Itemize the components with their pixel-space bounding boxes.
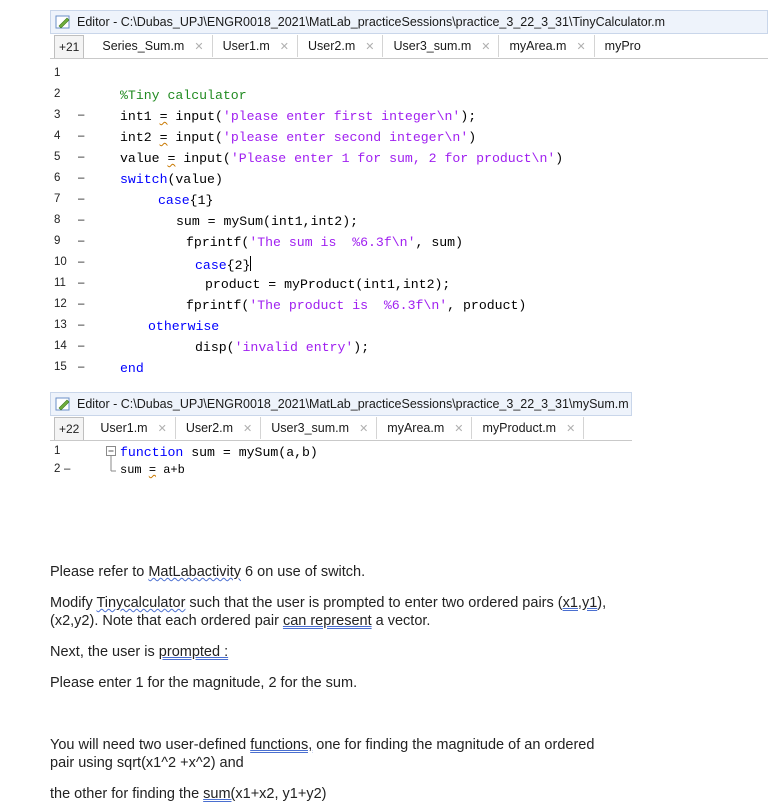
breakpoint-marker[interactable]: –: [78, 214, 85, 226]
breakpoint-marker[interactable]: –: [78, 340, 85, 352]
close-icon[interactable]: ✕: [481, 40, 491, 53]
paragraph-refer: Please refer to MatLabactivity 6 on use of switch.: [50, 564, 366, 580]
breakpoint-marker[interactable]: –: [78, 172, 85, 184]
line-number: 3: [54, 109, 61, 121]
breakpoint-marker[interactable]: –: [78, 151, 85, 163]
assignment-text: [50, 0, 750, 805]
breakpoint-marker[interactable]: –: [78, 298, 85, 310]
line-number: 5: [54, 151, 61, 163]
code-line-1: function sum = mySum(a,b): [120, 445, 318, 460]
code-line-14: disp('invalid entry');: [195, 340, 370, 355]
tab-user2[interactable]: User2.m ✕: [176, 417, 261, 439]
code-line-11: product = myProduct(int1,int2);: [205, 277, 451, 292]
close-icon[interactable]: ✕: [576, 40, 586, 53]
breakpoint-marker[interactable]: –: [78, 361, 85, 373]
line-number: 10: [54, 256, 67, 268]
code-line-2: %Tiny calculator: [120, 88, 247, 103]
paragraph-functions: You will need two user-defined functions, one for finding the magnitude of an ordered: [50, 737, 595, 753]
line-number: 4: [54, 130, 61, 142]
tab-overflow-count[interactable]: +22: [54, 417, 84, 440]
paragraph-functions-line2: pair using sqrt(x1^2 +x^2) and: [50, 755, 244, 771]
tab-overflow-count[interactable]: +21: [54, 35, 84, 58]
editor-title: Editor - C:\Dubas_UPJ\ENGR0018_2021\MatLab_practiceSessions\practice_3_22_3_31\TinyCalculator.m: [77, 15, 666, 29]
line-number: 6: [54, 172, 61, 184]
breakpoint-marker[interactable]: –: [78, 109, 85, 121]
line-number: 9: [54, 235, 61, 247]
line-number: 1: [54, 445, 61, 457]
paragraph-prompt: Please enter 1 for the magnitude, 2 for the sum.: [50, 675, 358, 691]
code-line-7: case{1}: [158, 193, 214, 208]
paragraph-sum: the other for finding the sum(x1+x2, y1+y2): [50, 786, 327, 802]
line-number: 2: [54, 463, 61, 475]
close-icon[interactable]: ✕: [243, 422, 253, 435]
paragraph-next: Next, the user is prompted :: [50, 644, 229, 660]
tab-user2[interactable]: User2.m ✕: [298, 35, 383, 57]
line-number: 11: [54, 277, 66, 289]
code-line-8: sum = mySum(int1,int2);: [176, 214, 359, 229]
close-icon[interactable]: ✕: [566, 422, 576, 435]
code-line-2: sum = a+b: [120, 463, 185, 477]
code-line-12: fprintf('The product is %6.3f\n', product): [186, 298, 527, 313]
breakpoint-marker[interactable]: –: [78, 319, 85, 331]
tab-user1[interactable]: User1.m ✕: [213, 35, 298, 57]
code-line-5: value = input('Please enter 1 for sum, 2 for product\n'): [120, 151, 564, 166]
close-icon[interactable]: ✕: [365, 40, 375, 53]
tab-user3-sum[interactable]: User3_sum.m ✕: [261, 417, 377, 439]
code-line-10: case{2}: [195, 258, 251, 273]
code-line-15: end: [120, 361, 144, 376]
tab-myproduct[interactable]: myProduct.m ✕: [472, 417, 584, 439]
line-number: 14: [54, 340, 67, 352]
code-line-13: otherwise: [148, 319, 220, 334]
code-line-4: int2 = input('please enter second integer\n'): [120, 130, 477, 145]
line-number: 8: [54, 214, 61, 226]
tab-series-sum[interactable]: Series_Sum.m ✕: [92, 35, 212, 57]
tab-myarea[interactable]: myArea.m ✕: [499, 35, 594, 57]
breakpoint-marker[interactable]: –: [78, 130, 85, 142]
breakpoint-marker[interactable]: –: [64, 463, 71, 475]
close-icon[interactable]: ✕: [157, 422, 167, 435]
paragraph-modify-line2: (x2,y2). Note that each ordered pair can represent a vector.: [50, 613, 431, 629]
line-number: 13: [54, 319, 67, 331]
line-number: 7: [54, 193, 61, 205]
paragraph-modify: Modify Tinycalculator such that the user is prompted to enter two ordered pairs (x1,y1),: [50, 595, 607, 611]
close-icon[interactable]: ✕: [454, 422, 464, 435]
line-number: 12: [54, 298, 67, 310]
code-line-6: switch(value): [120, 172, 223, 187]
code-line-3: int1 = input('please enter first integer\n');: [120, 109, 477, 124]
line-number: 2: [54, 88, 61, 100]
tab-myproduct-partial[interactable]: myPro: [604, 39, 641, 53]
breakpoint-marker[interactable]: –: [78, 256, 85, 268]
close-icon[interactable]: ✕: [194, 40, 204, 53]
breakpoint-marker[interactable]: –: [78, 277, 85, 289]
close-icon[interactable]: ✕: [359, 422, 369, 435]
tab-myarea[interactable]: myArea.m ✕: [377, 417, 472, 439]
line-number: 15: [54, 361, 67, 373]
close-icon[interactable]: ✕: [279, 40, 290, 53]
code-line-9: fprintf('The sum is %6.3f\n', sum): [186, 235, 463, 250]
breakpoint-marker[interactable]: –: [78, 193, 85, 205]
line-number: 1: [54, 67, 61, 79]
tab-user1[interactable]: User1.m ✕: [90, 417, 175, 439]
editor-title: Editor - C:\Dubas_UPJ\ENGR0018_2021\MatLab_practiceSessions\practice_3_22_3_31\mySum.m: [77, 397, 629, 411]
breakpoint-marker[interactable]: –: [78, 235, 85, 247]
tab-user3-sum[interactable]: User3_sum.m ✕: [383, 35, 499, 57]
